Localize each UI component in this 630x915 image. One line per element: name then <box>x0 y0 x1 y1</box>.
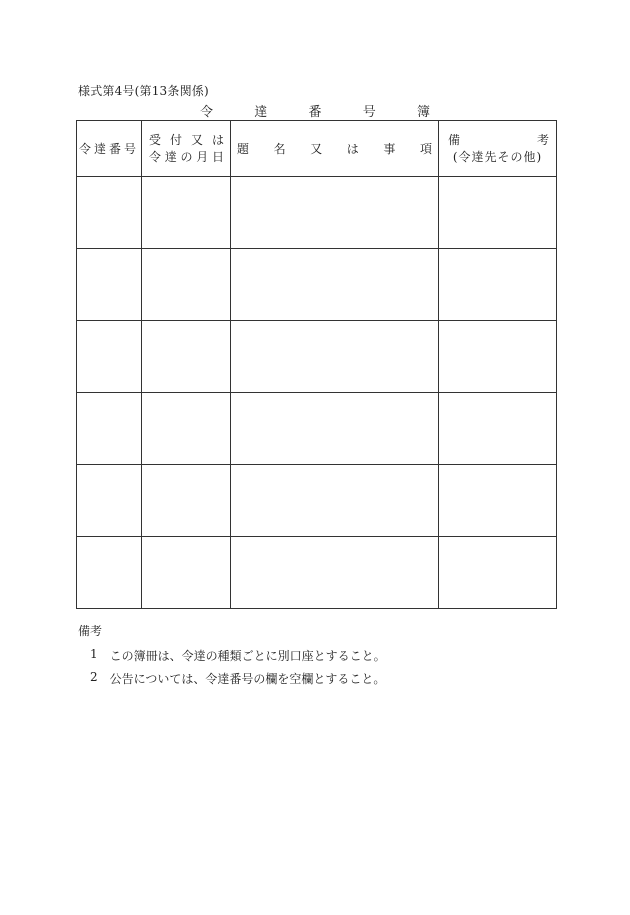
date-header-line-2 <box>142 149 230 166</box>
date-cell[interactable] <box>142 249 231 321</box>
number-cell[interactable] <box>77 537 142 609</box>
subject-cell[interactable] <box>231 321 439 393</box>
number-cell[interactable] <box>77 177 142 249</box>
register-table <box>76 120 557 609</box>
header-char: 題 <box>237 142 250 156</box>
column-header-remarks <box>439 121 557 177</box>
table-row <box>77 249 557 321</box>
table-row <box>77 537 557 609</box>
number-cell[interactable] <box>77 465 142 537</box>
note-text: 公告については、令達番号の欄を空欄とすること。 <box>109 672 386 686</box>
header-char: 考 <box>536 132 549 147</box>
number-cell[interactable] <box>77 393 142 465</box>
column-header-subject <box>231 121 439 177</box>
subject-cell[interactable] <box>231 537 439 609</box>
remarks-subheader: (令達先その他) <box>452 149 543 164</box>
header-char: 又 <box>310 142 323 156</box>
note-item <box>90 670 385 687</box>
title-char: 令 <box>200 105 214 120</box>
header-row <box>77 121 557 177</box>
remarks-cell[interactable] <box>439 465 557 537</box>
remarks-cell[interactable] <box>439 537 557 609</box>
title-char: 簿 <box>416 105 430 120</box>
title-char: 番 <box>308 105 322 120</box>
header-char: 付 <box>169 132 182 147</box>
header-char: 備 <box>448 132 461 147</box>
header-char: 受 <box>149 132 162 147</box>
notes-heading: 備考 <box>78 624 103 638</box>
note-text: この簿冊は、令達の種類ごとに別口座とすること。 <box>109 649 386 663</box>
subject-cell[interactable] <box>231 465 439 537</box>
remarks-cell[interactable] <box>439 393 557 465</box>
note-number: 1 <box>90 647 98 661</box>
table-row <box>77 321 557 393</box>
header-char: は <box>211 132 224 147</box>
title-char: 号 <box>362 105 376 120</box>
table-row <box>77 465 557 537</box>
number-cell[interactable] <box>77 321 142 393</box>
note-number: 2 <box>90 670 98 684</box>
remarks-cell[interactable] <box>439 321 557 393</box>
header-char: の <box>180 149 193 164</box>
header-char: 日 <box>211 149 224 164</box>
column-header-number: 令達番号 <box>77 121 142 177</box>
date-header-line-1 <box>142 132 230 149</box>
header-char: 名 <box>273 142 286 156</box>
form-label: 様式第4号(第13条関係) <box>78 84 209 98</box>
number-cell[interactable] <box>77 249 142 321</box>
header-char: 月 <box>196 149 209 164</box>
header-char: 項 <box>419 142 432 156</box>
date-cell[interactable] <box>142 393 231 465</box>
date-cell[interactable] <box>142 537 231 609</box>
date-cell[interactable] <box>142 321 231 393</box>
header-char: 達 <box>164 149 177 164</box>
table-row <box>77 393 557 465</box>
header-char: 令 <box>149 149 162 164</box>
subject-cell[interactable] <box>231 393 439 465</box>
date-cell[interactable] <box>142 465 231 537</box>
document-title <box>200 101 430 120</box>
date-cell[interactable] <box>142 177 231 249</box>
header-char: は <box>346 142 359 156</box>
subject-cell[interactable] <box>231 177 439 249</box>
subject-cell[interactable] <box>231 249 439 321</box>
header-char: 又 <box>190 132 203 147</box>
column-header-date <box>142 121 231 177</box>
header-char: 事 <box>383 142 396 156</box>
note-item <box>90 647 386 664</box>
remarks-cell[interactable] <box>439 249 557 321</box>
remarks-cell[interactable] <box>439 177 557 249</box>
table-row <box>77 177 557 249</box>
title-char: 達 <box>254 105 268 120</box>
